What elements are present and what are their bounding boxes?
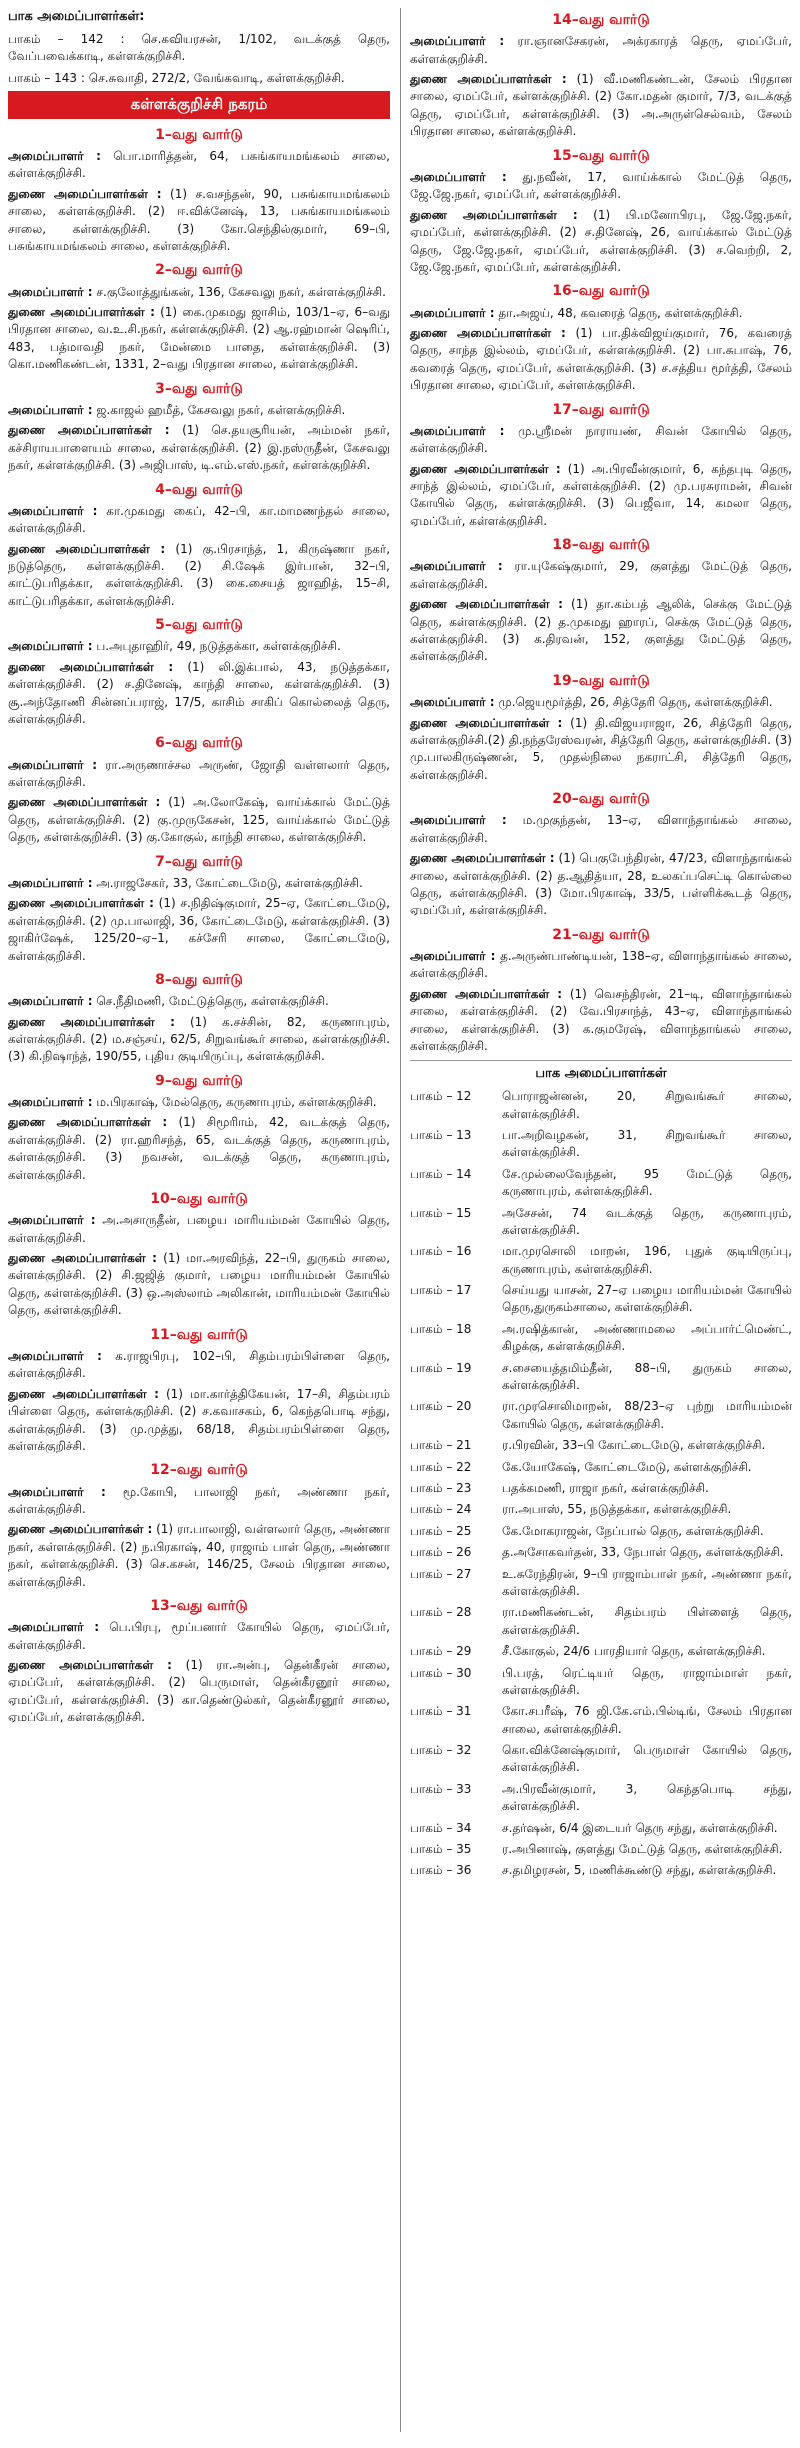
entry-text: (1) ச.வசந்தன், 90, பசுங்காயமங்கலம் சாலை, கள்ளக்குறிச்சி. (2) ஈ.விக்னேஷ், 13, பசுங்காயமங்கலம் சாலை, கள்ளக்குறிச்சி. (3) கோ.செந்தில்குமார், 69–பி, பசுங்காயமங்கலம் சாலை, கள்ளக்குறிச்சி.: [8, 186, 390, 254]
ward-list: [410, 10, 792, 1055]
organizer-entry: [8, 148, 390, 183]
organizer-entry: [8, 1484, 390, 1519]
deputy-organizers-entry: [8, 1657, 390, 1727]
entry-label: துணை அமைப்பாளர்கள் :: [410, 325, 566, 340]
organizer-entry: [410, 558, 792, 593]
ward-block: [410, 10, 792, 141]
ward-block: [8, 852, 390, 965]
entry-text: (1) லி.இக்பால், 43, நடுத்தக்கா, கள்ளக்குறிச்சி. (2) ச.தினேஷ், காந்தி சாலை, கள்ளக்குறிச்சி. (3) சூ.அந்தோணி சின்னப்பராஜ், 17/5, காசிம் சாகிப் கொல்லைத் தெரு, கள்ளக்குறிச்சி.: [8, 659, 390, 727]
booth-organizer: அ.பிரவீன்குமார், 3, கெந்தபொடி சந்து, கள்ளக்குறிச்சி.: [502, 1781, 792, 1814]
booth-organizer: கொ.விக்னேஷ்குமார், பெருமாள் கோயில் தெரு, கள்ளக்குறிச்சி.: [502, 1743, 792, 1775]
ward-block: [410, 535, 792, 666]
left-column: [8, 8, 390, 2432]
booth-number: பாகம் – 19: [410, 1360, 472, 1375]
entry-label: துணை அமைப்பாளர்கள் :: [8, 659, 174, 674]
organizer-entry: [8, 1212, 390, 1247]
booth-organizer: அ.ரஷித்கான், அண்ணாமலை அப்பார்ட்மெண்ட், கிழக்கு, கள்ளக்குறிச்சி.: [502, 1321, 792, 1354]
booth-row: [410, 1820, 792, 1837]
booth-number: பாகம் – 26: [410, 1545, 472, 1560]
booth-row: [410, 1282, 792, 1317]
entry-label: அமைப்பாளர் :: [8, 1213, 96, 1228]
ward-block: [410, 925, 792, 1056]
booth-number: பாகம் – 17: [410, 1283, 472, 1298]
entry-text: த.அருண்பாண்டியன், 138–ஏ, விளாந்தாங்கல் சாலை, கள்ளக்குறிச்சி.: [410, 949, 792, 981]
booth-organizer: ச.தர்ஷன், 6/4 இடையர் தெரு சந்து, கள்ளக்குறிச்சி.: [502, 1820, 778, 1835]
entry-text: (1) ரா.பாலாஜி, வள்ளலார் தெரு, அண்ணா நகர், கள்ளக்குறிச்சி. (2) ந.பிரகாஷ், 40, ராஜாம் பாள் தெரு, அண்ணா நகர், கள்ளக்குறிச்சி. (3) செ.கசன், 146/25, சேலம் பிரதான சாலை, கள்ளக்குறிச்சி.: [8, 1522, 390, 1589]
entry-label: அமைப்பாளர் :: [410, 813, 507, 828]
ward-title: 1–வது வார்டு: [155, 126, 243, 143]
ward-title: 8–வது வார்டு: [155, 971, 243, 988]
entry-text: (1) மா.அரவிந்த், 22–பி, துருகம் சாலை, கள்ளக்குறிச்சி. (2) சி.ஜஜித் குமார், பழைய மாரியம்மன் கோயில் தெரு, கள்ளக்குறிச்சி. (3) ஒ.அஸ்லாம் அலிகான், மாரியம்மன் கோயில் தெரு, கள்ளக்குறிச்சி.: [8, 1251, 390, 1318]
ward-title: 21–வது வார்டு: [552, 926, 650, 943]
booth-list: [410, 1088, 792, 1880]
booth-organizer: பதக்கமணி, ராஜா நகர், கள்ளக்குறிச்சி.: [502, 1481, 709, 1495]
booth-number: பாகம் – 27: [410, 1566, 472, 1581]
deputy-organizers-entry: [8, 1114, 390, 1184]
booth-organizer: ர.அபினாஷ், குளத்து மேட்டுத் தெரு, கள்ளக்குறிச்சி.: [502, 1842, 783, 1857]
entry-text: (1) வீ.மணிகண்டன், சேலம் பிரதான சாலை, ஏமப்பேர், கள்ளக்குறிச்சி. (2) கோ.மதன் குமார், 7/3, வடக்குத் தெரு, ஏமப்பேர், கள்ளக்குறிச்சி. (3) அ.அருள்செல்வம், சேலம் பிரதான சாலை, கள்ளக்குறிச்சி.: [410, 72, 792, 139]
deputy-organizers-entry: [8, 794, 390, 846]
entry-text: செ.நீதிமணி, மேட்டுத்தெரு, கள்ளக்குறிச்சி.: [92, 994, 329, 1009]
entry-text: (1) மா.கார்த்திகேயன், 17–சி, சிதம்பரம் பிள்ளை தெரு, கள்ளக்குறிச்சி. (2) ச.கவாசகம், 6, கெந்தபொடி சந்து, கள்ளக்குறிச்சி. (3) மு.முத்து, 68/18, சிதம்பரம்பிள்ளை தெரு, கள்ளக்குறிச்சி.: [8, 1386, 390, 1453]
ward-block: [8, 379, 390, 475]
booth-row: [410, 1166, 792, 1201]
organizer-entry: [8, 1619, 390, 1654]
newspaper-page: [8, 8, 792, 2432]
entry-text: (1) ரா.அன்பு, தென்கீரன் சாலை, ஏமப்பேர், கள்ளக்குறிச்சி. (2) பெருமாள், தென்கீரனூர் சாலை, ஏமப்பேர், கள்ளக்குறிச்சி. (3) கா.தெண்டுல்கர், தென்கீரனூர் சாலை, ஏமப்பேர், கள்ளக்குறிச்சி.: [8, 1658, 390, 1725]
booth-row: [410, 1127, 792, 1162]
ward-block: [8, 733, 390, 846]
entry-label: துணை அமைப்பாளர்கள் :: [410, 986, 563, 1001]
deputy-organizers-entry: [410, 71, 792, 141]
booth-number: பாகம் – 15: [410, 1205, 472, 1220]
entry-text: ரா.ஞானசேகரன், அக்ரகாரத் தெரு, ஏமப்பேர், கள்ளக்குறிச்சி.: [410, 34, 792, 66]
booth-row: [410, 1643, 792, 1660]
booth-organizer: ச.தமிழரசன், 5, மணிக்கூண்டு சந்து, கள்ளக்குறிச்சி.: [502, 1863, 777, 1878]
ward-title: 5–வது வார்டு: [155, 617, 243, 634]
ward-block: [8, 1460, 390, 1591]
entry-label: துணை அமைப்பாளர்கள் :: [410, 207, 578, 222]
booth-row: [410, 1604, 792, 1639]
organizer-entry: [8, 993, 390, 1010]
entry-label: அமைப்பாளர் :: [8, 284, 93, 299]
ward-title: 17–வது வார்டு: [552, 401, 650, 418]
entry-text: மு.ஜெயமூர்த்தி, 26, சித்தேரி தெரு, கள்ளக்குறிச்சி.: [494, 695, 773, 710]
booth-row: [410, 1544, 792, 1561]
ward-title: 7–வது வார்டு: [155, 853, 243, 870]
intro-heading: பாக அமைப்பாளர்கள்:: [8, 9, 145, 24]
entry-label: அமைப்பாளர் :: [8, 1095, 93, 1110]
ward-title: 19–வது வார்டு: [552, 672, 650, 689]
deputy-organizers-entry: [410, 207, 792, 277]
deputy-organizers-entry: [8, 895, 390, 965]
ward-block: [410, 281, 792, 394]
ward-title: 13–வது வார்டு: [150, 1597, 248, 1614]
entry-text: (1) தி.விஜயராஜா, 26, சித்தேரி தெரு, கள்ளக்குறிச்சி.(2) தி.நந்தரேஸ்வரன், சித்தேரி தெரு, கள்ளக்குறிச்சி. (3) மு.பாலகிருஷ்ணன், 5, முதல்நிலை நகராட்சி, சித்தேரி தெரு, கள்ளக்குறிச்சி.: [410, 715, 792, 782]
ward-title: 14–வது வார்டு: [552, 12, 650, 28]
entry-text: (1) பி.மனோபிரபு, ஜே.ஜே.நகர், ஏமப்பேர், கள்ளக்குறிச்சி. (2) ச.தினேஷ், 26, வாய்க்கால் மேட்டுத் தெரு, ஜே.ஜே.நகர், ஏமப்பேர், கள்ளக்குறிச்சி. (3) ச.வெற்றி, 2, ஜே.ஜே.நகர், ஏமப்பேர், கள்ளக்குறிச்சி.: [410, 207, 792, 274]
entry-text: ரா.யுகேஷ்குமார், 29, குளத்து மேட்டுத் தெரு, கள்ளக்குறிச்சி.: [410, 559, 792, 591]
ward-title: 16–வது வார்டு: [552, 283, 650, 300]
ward-block: [8, 1071, 390, 1184]
organizer-entry: [410, 305, 792, 322]
booth-row: [410, 1742, 792, 1777]
booth-organizer: பி.பரத், ரெட்டியர் தெரு, ராஜாம்மாள் நகர், கள்ளக்குறிச்சி.: [502, 1665, 792, 1697]
entry-label: அமைப்பாளர் :: [410, 305, 495, 320]
entry-text: தா.அஜய், 48, கவரைத் தெரு, கள்ளக்குறிச்சி.: [494, 305, 743, 320]
organizer-entry: [410, 694, 792, 711]
organizer-entry: [410, 948, 792, 983]
entry-label: அமைப்பாளர் :: [410, 169, 507, 184]
deputy-organizers-entry: [8, 1386, 390, 1456]
deputy-organizers-entry: [410, 850, 792, 920]
booth-number: பாகம் – 29: [410, 1644, 472, 1659]
ward-title: 6–வது வார்டு: [155, 735, 243, 752]
ward-block: [8, 1325, 390, 1456]
booth-organizer: ச.சையைத்தமிம்தீன், 88–பி, துருகம் சாலை, கள்ளக்குறிச்சி.: [502, 1360, 792, 1393]
booth-number: பாகம் – 21: [410, 1438, 472, 1453]
booth-number: பாகம் – 14: [410, 1166, 472, 1181]
deputy-organizers-entry: [8, 186, 390, 256]
booth-organizer: த.அசோகவர்தன், 33, நேபாள் தெரு, கள்ளக்குறிச்சி.: [502, 1545, 784, 1560]
entry-text: (1) அ.லோகேஷ், வாய்க்கால் மேட்டுத் தெரு, கள்ளக்குறிச்சி. (2) கு.முருகேசன், 125, வாய்க்கால் மேட்டுத் தெரு, கள்ளக்குறிச்சி. (3) கு.கோகுல், காந்தி சாலை, கள்ளக்குறிச்சி.: [8, 795, 390, 845]
booth-organizer: சே.முல்லைவேந்தன், 95 மேட்டுத் தெரு, கருணாபுரம், கள்ளக்குறிச்சி.: [502, 1166, 792, 1199]
entry-text: து.நவீன், 17, வாய்க்கால் மேட்டுத் தெரு, ஜே.ஜே.நகர், ஏமப்பேர், கள்ளக்குறிச்சி.: [410, 169, 792, 202]
entry-label: அமைப்பாளர் :: [410, 559, 503, 574]
entry-label: துணை அமைப்பாளர்கள் :: [8, 1115, 168, 1130]
deputy-organizers-entry: [8, 1014, 390, 1066]
entry-label: அமைப்பாளர் :: [410, 34, 505, 49]
entry-text: பொ.மாரித்தன், 64, பசுங்காயமங்கலம் சாலை, கள்ளக்குறிச்சி.: [8, 149, 390, 181]
entry-label: அமைப்பாளர் :: [8, 402, 93, 417]
booth-row: [410, 1360, 792, 1395]
booth-number: பாகம் – 36: [410, 1863, 472, 1878]
booth-row: [410, 1781, 792, 1816]
deputy-organizers-entry: [8, 1250, 390, 1320]
ward-title: 9–வது வார்டு: [155, 1072, 243, 1089]
organizer-entry: [8, 284, 390, 301]
entry-text: ம.முகுந்தன், 13–ஏ, விளாந்தாங்கல் சாலை, கள்ளக்குறிச்சி.: [410, 813, 792, 845]
organizer-entry: [410, 33, 792, 68]
entry-label: அமைப்பாளர் :: [8, 1620, 100, 1635]
entry-text: க.ராஜபிரபு, 102–பி, சிதம்பரம்பிள்ளை தெரு, கள்ளக்குறிச்சி.: [8, 1348, 390, 1381]
booth-row: [410, 1459, 792, 1476]
divider: [410, 1060, 792, 1061]
entry-text: (1) க.சச்சின், 82, கருணாபுரம், கள்ளக்குறிச்சி. (2) ம.சஞ்சய், 62/5, சிறுவங்கூர் சாலை, கள்ளக்குறிச்சி. (3) கி.நிஷாந்த், 190/55, புதிய குடியிருப்பு, கள்ளக்குறிச்சி.: [8, 1014, 390, 1064]
entry-text: ச.குலோத்துங்கன், 136, கேசவலு நகர், கள்ளக்குறிச்சி.: [92, 284, 386, 299]
entry-text: (1) வெசந்திரன், 21–டி, விளாந்தாங்கல் சாலை, கள்ளக்குறிச்சி. (2) வே.பிரசாந்த், 43–ஏ, விளாந்தாங்கல் சாலை, கள்ளக்குறிச்சி. (3) க.குமரேஷ், விளாந்தாங்கல் சாலை, கள்ளக்குறிச்சி.: [410, 986, 792, 1053]
entry-label: துணை அமைப்பாளர்கள் :: [8, 795, 161, 810]
ward-block: [8, 970, 390, 1066]
ward-block: [410, 671, 792, 784]
booth-number: பாகம் – 13: [410, 1127, 472, 1142]
entry-label: அமைப்பாளர் :: [410, 695, 495, 710]
intro-item: பாகம் – 142 : செ.கவியரசன், 1/102, வடக்குத் தெரு, வேப்பவைக்காடி, கள்ளக்குறிச்சி.: [8, 31, 390, 64]
entry-label: அமைப்பாளர் :: [8, 1484, 106, 1499]
ward-block: [8, 260, 390, 373]
entry-label: துணை அமைப்பாளர்கள் :: [410, 851, 555, 866]
booth-organizer: சீ.கோகுல், 24/6 பாரதியார் தெரு, கள்ளக்குறிச்சி.: [502, 1644, 766, 1659]
intro-item: பாகம் – 143 : செ.சுவாதி, 272/2, வேங்கவாடி, கள்ளக்குறிச்சி.: [8, 70, 345, 85]
booth-row: [410, 1703, 792, 1738]
booth-row: [410, 1088, 792, 1123]
ward-block: [410, 789, 792, 920]
entry-text: ப.அபுதாஹிர், 49, நடுத்தக்கா, கள்ளக்குறிச்சி.: [92, 639, 341, 654]
entry-label: துணை அமைப்பாளர்கள் :: [8, 305, 155, 320]
entry-text: (1) செ.தயசூரியன், அம்மன் நகர், கச்சிராயபாளையம் சாலை, கள்ளக்குறிச்சி. (2) இ.நஸ்ருதீன், கேசவலு நகர், கள்ளக்குறிச்சி. (3) அஜிபாஸ், டி.எம்.எஸ்.நகர், கள்ளக்குறிச்சி.: [8, 423, 390, 473]
booth-organizer: உ.சுரேந்திரன், 9–பி ராஜாம்பாள் நகர், அண்ணா நகர், கள்ளக்குறிச்சி.: [502, 1566, 792, 1598]
entry-text: அ.அசாருதீன், பழைய மாரியம்மன் கோயில் தெரு, கள்ளக்குறிச்சி.: [8, 1213, 390, 1245]
booth-row: [410, 1566, 792, 1601]
deputy-organizers-entry: [410, 986, 792, 1056]
booth-row: [410, 1398, 792, 1433]
booth-organizer: அசேசன், 74 வடக்குத் தெரு, கருணாபுரம், கள்ளக்குறிச்சி.: [502, 1205, 792, 1237]
organizer-entry: [410, 423, 792, 458]
booth-organizer: ரா.அபாஸ், 55, நடுத்தக்கா, கள்ளக்குறிச்சி.: [502, 1502, 732, 1517]
entry-label: துணை அமைப்பாளர்கள் :: [410, 72, 567, 87]
booth-row: [410, 1501, 792, 1518]
organizer-entry: [8, 638, 390, 655]
entry-label: அமைப்பாளர் :: [8, 875, 93, 890]
booth-number: பாகம் – 30: [410, 1665, 472, 1680]
entry-text: அ.ராஜசேகர், 33, கோட்டைமேடு, கள்ளக்குறிச்சி.: [92, 875, 363, 890]
entry-text: (1) கை.முகமது ஜாசிம், 103/1–ஏ, 6–வது பிரதான சாலை, வ.உ.சி.நகர், கள்ளக்குறிச்சி. (2) ஆ.ரஹ்மான் ஷெரிப், 483, பத்மாவதி நகர், மேன்மை பாதை, கள்ளக்குறிச்சி. (3) கொ.மணிகண்டன், 1331, 2–வது பிரதான சாலை, கள்ளக்குறிச்சி.: [8, 305, 390, 372]
entry-label: துணை அமைப்பாளர்கள் :: [8, 1658, 172, 1673]
entry-text: பெ.பிரபு, மூப்பனார் கோயில் தெரு, ஏமப்பேர், கள்ளக்குறிச்சி.: [8, 1620, 390, 1652]
ward-title: 12–வது வார்டு: [150, 1462, 248, 1479]
entry-label: அமைப்பாளர் :: [8, 994, 93, 1009]
booth-number: பாகம் – 25: [410, 1523, 472, 1538]
booth-organizer: கோ.சபரீஷ், 76 ஜி.கே.எம்.பில்டிங், சேலம் பிரதான சாலை, கள்ளக்குறிச்சி.: [502, 1704, 792, 1736]
entry-label: துணை அமைப்பாளர்கள் :: [8, 1522, 153, 1537]
booth-row: [410, 1480, 792, 1497]
booth-number: பாகம் – 12: [410, 1089, 472, 1104]
entry-text: ஜ.காஜல் ஹமீத், கேசவலு நகர், கள்ளக்குறிச்சி.: [92, 402, 346, 417]
entry-text: (1) சிமூரிாம், 42, வடக்குத் தெரு, கள்ளக்குறிச்சி. (2) ரா.ஹரிசந்த், 65, வடக்குத் தெரு, கருணாபுரம், கள்ளக்குறிச்சி. (3) நவசன், வடக்குத் தெரு, கருணாபுரம், கள்ளக்குறிச்சி.: [8, 1115, 390, 1182]
entry-label: அமைப்பாளர் :: [8, 1348, 102, 1363]
ward-title: 18–வது வார்டு: [552, 537, 650, 554]
entry-text: (1) தா.கம்பத் ஆலிக், செக்கு மேட்டுத் தெரு, கள்ளக்குறிச்சி. (2) த.முகமது ஹாரப், செக்கு மேட்டுத் தெரு, கள்ளக்குறிச்சி. (3) க.திரவன், 152, குளத்து மேட்டுத் தெரு, கள்ளக்குறிச்சி.: [410, 597, 792, 664]
ward-list: [8, 125, 390, 1727]
entry-label: துணை அமைப்பாளர்கள் :: [8, 1014, 175, 1029]
organizer-entry: [8, 875, 390, 892]
booth-number: பாகம் – 18: [410, 1321, 472, 1336]
ward-title: 4–வது வார்டு: [155, 481, 243, 498]
booth-number: பாகம் – 22: [410, 1459, 472, 1474]
entry-text: மு.ஸ்ரீமன் நாராயண், சிவன் கோயில் தெரு, கள்ளக்குறிச்சி.: [410, 423, 792, 456]
deputy-organizers-entry: [8, 1521, 390, 1591]
ward-title: 3–வது வார்டு: [155, 380, 243, 397]
right-column: [400, 8, 792, 2432]
ward-title: 15–வது வார்டு: [552, 147, 650, 164]
entry-label: துணை அமைப்பாளர்கள் :: [8, 1386, 159, 1401]
entry-label: துணை அமைப்பாளர்கள் :: [8, 423, 170, 438]
booth-organizer: கே.மோகராஜன், நேப்பால் தெரு, கள்ளக்குறிச்சி.: [502, 1523, 764, 1538]
ward-block: [8, 125, 390, 256]
booth-row: [410, 1205, 792, 1240]
booth-organizer: ரா.முரசொலிமாறன், 88/23–ஏ புற்று மாரியம்மன் கோயில் தெரு, கள்ளக்குறிச்சி.: [502, 1399, 792, 1431]
entry-label: அமைப்பாளர் :: [8, 757, 98, 772]
booth-row: [410, 1841, 792, 1858]
entry-text: மூ.கோபி, பாலாஜி நகர், அண்ணா நகர், கள்ளக்குறிச்சி.: [8, 1484, 390, 1516]
booth-number: பாகம் – 24: [410, 1502, 472, 1517]
booth-row: [410, 1243, 792, 1278]
entry-label: துணை அமைப்பாளர்கள் :: [410, 461, 561, 476]
booth-number: பாகம் – 32: [410, 1743, 472, 1758]
ward-title: 20–வது வார்டு: [552, 791, 650, 808]
entry-text: (1) பெகுபேந்திரன், 47/23, விளாந்தாங்கல் சாலை, கள்ளக்குறிச்சி. (2) த.ஆதித்யா, 28, உலகப்பசெட்டி கொல்லை தெரு, கள்ளக்குறிச்சி. (3) மோ.பிரகாஷ், 33/5, பள்ளிக்கூடத் தெரு, ஏமப்பேர், கள்ளக்குறிச்சி.: [410, 851, 792, 918]
booth-number: பாகம் – 31: [410, 1704, 472, 1719]
deputy-organizers-entry: [8, 541, 390, 611]
deputy-organizers-entry: [8, 659, 390, 729]
ward-block: [410, 146, 792, 277]
entry-label: துணை அமைப்பாளர்கள் :: [8, 541, 166, 556]
entry-label: துணை அமைப்பாளர்கள் :: [410, 597, 563, 612]
entry-label: துணை அமைப்பாளர்கள் :: [410, 715, 563, 730]
booth-number: பாகம் – 28: [410, 1605, 472, 1620]
entry-text: (1) அ.பிரவீன்குமார், 6, கந்தபுடி தெரு, சாந்த் இல்லம், ஏமப்பேர், கள்ளக்குறிச்சி. (2) மு.பரசுராமன், சிவன் கோயில் தெரு, கள்ளக்குறிச்சி. (3) பெஜீவா, 14, கமலா தெரு, ஏமப்பேர், கள்ளக்குறிச்சி.: [410, 461, 792, 528]
booth-organizer: கே.யோகேஷ், கோட்டைமேடு, கள்ளக்குறிச்சி.: [502, 1459, 752, 1474]
entry-label: அமைப்பாளர் :: [410, 949, 496, 963]
deputy-organizers-entry: [8, 422, 390, 474]
entry-label: அமைப்பாளர் :: [410, 423, 505, 438]
deputy-organizers-entry: [410, 715, 792, 785]
booth-number: பாகம் – 33: [410, 1781, 472, 1796]
entry-text: (1) கு.பிரசாந்த், 1, கிருஷ்ணா நகர், நடுத்தெரு, கள்ளக்குறிச்சி. (2) சி.ஷேக் இர்பான், 32–பி, காட்டுபரிதக்கா, கள்ளக்குறிச்சி. (3) கை.சையத் ஜாஹித், 15–சி, காட்டுபரிதக்கா, கள்ளக்குறிச்சி.: [8, 541, 390, 608]
booth-number: பாகம் – 23: [410, 1481, 472, 1495]
entry-text: ரா.அருணாச்சல அருண், ஜோதி வள்ளலார் தெரு, கள்ளக்குறிச்சி.: [8, 757, 390, 790]
booth-number: பாகம் – 35: [410, 1842, 472, 1857]
entry-text: கா.முகமது கைப், 42–பி, கா.மாமணந்தல் சாலை, கள்ளக்குறிச்சி.: [8, 503, 390, 536]
entry-text: ம.பிரகாஷ், மேல்தெரு, கருணாபுரம், கள்ளக்குறிச்சி.: [92, 1095, 377, 1110]
booth-number: பாகம் – 34: [410, 1820, 472, 1835]
ward-block: [8, 1596, 390, 1727]
ward-title: 10–வது வார்டு: [150, 1191, 248, 1208]
entry-label: துணை அமைப்பாளர்கள் :: [8, 186, 162, 201]
booth-organizer: பா.அறிவழகன், 31, சிறுவங்கூர் சாலை, கள்ளக்குறிச்சி.: [502, 1127, 792, 1160]
organizer-entry: [8, 503, 390, 538]
entry-label: அமைப்பாளர் :: [8, 639, 93, 654]
entry-label: துணை அமைப்பாளர்கள் :: [8, 896, 154, 911]
ward-block: [8, 615, 390, 728]
entry-label: அமைப்பாளர் :: [8, 503, 98, 518]
organizer-entry: [8, 757, 390, 792]
booth-organizer: பொராஜன்னன், 20, சிறுவங்கூர் சாலை, கள்ளக்குறிச்சி.: [502, 1089, 792, 1121]
booth-row: [410, 1862, 792, 1879]
ward-block: [410, 400, 792, 531]
deputy-organizers-entry: [410, 461, 792, 531]
booth-number: பாகம் – 20: [410, 1399, 472, 1414]
booth-number: பாகம் – 16: [410, 1244, 472, 1259]
booth-section-heading: பாக அமைப்பாளர்கள்: [535, 1066, 667, 1082]
booth-organizer: ரா.மணிகண்டன், சிதம்பரம் பிள்ளைத் தெரு, கள்ளக்குறிச்சி.: [502, 1605, 792, 1637]
entry-text: (1) ச.நிதிஷ்குமார், 25–ஏ, கோட்டைமேடு, கள்ளக்குறிச்சி. (2) மு.பாலாஜி, 36, கோட்டைமேடு, கள்ளக்குறிச்சி. (3) ஜாகிர்ஷேக், 125/20–ஏ–1, கச்சேரி சாலை, கோட்டைமேடு, கள்ளக்குறிச்சி.: [8, 896, 390, 963]
organizer-entry: [8, 1348, 390, 1383]
deputy-organizers-entry: [410, 325, 792, 395]
section-header: கள்ளக்குறிச்சி நகரம்: [8, 91, 390, 119]
booth-row: [410, 1523, 792, 1540]
ward-title: 2–வது வார்டு: [155, 262, 243, 279]
organizer-entry: [410, 812, 792, 847]
ward-block: [8, 1189, 390, 1320]
ward-title: 11–வது வார்டு: [150, 1326, 248, 1343]
organizer-entry: [8, 402, 390, 419]
booth-organizer: ர.பிரவின், 33–பி கோட்டைமேடு, கள்ளக்குறிச்சி.: [502, 1438, 766, 1453]
booth-organizer: செய்யது யாசன், 27–ஏ பழைய மாரியம்மன் கோயில் தெரு,துருகம்சாலை, கள்ளக்குறிச்சி.: [502, 1283, 792, 1315]
organizer-entry: [8, 1094, 390, 1111]
ward-block: [8, 480, 390, 611]
deputy-organizers-entry: [410, 596, 792, 666]
booth-row: [410, 1665, 792, 1700]
entry-label: அமைப்பாளர் :: [8, 149, 101, 164]
entry-label: துணை அமைப்பாளர்கள் :: [8, 1251, 157, 1266]
booth-row: [410, 1321, 792, 1356]
deputy-organizers-entry: [8, 304, 390, 374]
booth-organizer: மா.முரசொலி மாறன், 196, புதுக் குடியிருப்பு, கருணாபுரம், கள்ளக்குறிச்சி.: [502, 1244, 792, 1276]
entry-text: (1) பா.திக்விஜய்குமார், 76, கவரைத் தெரு, சாந்த இல்லம், ஏமப்பேர், கள்ளக்குறிச்சி. (2) பா.சுபாஷ், 76, கவரைத் தெரு, ஏமப்பேர், கள்ளக்குறிச்சி. (3) ச.சத்திய மூர்த்தி, சேலம் பிரதான சாலை, ஏமப்பேர், கள்ளக்குறிச்சி.: [410, 325, 792, 393]
organizer-entry: [410, 169, 792, 204]
booth-row: [410, 1437, 792, 1454]
